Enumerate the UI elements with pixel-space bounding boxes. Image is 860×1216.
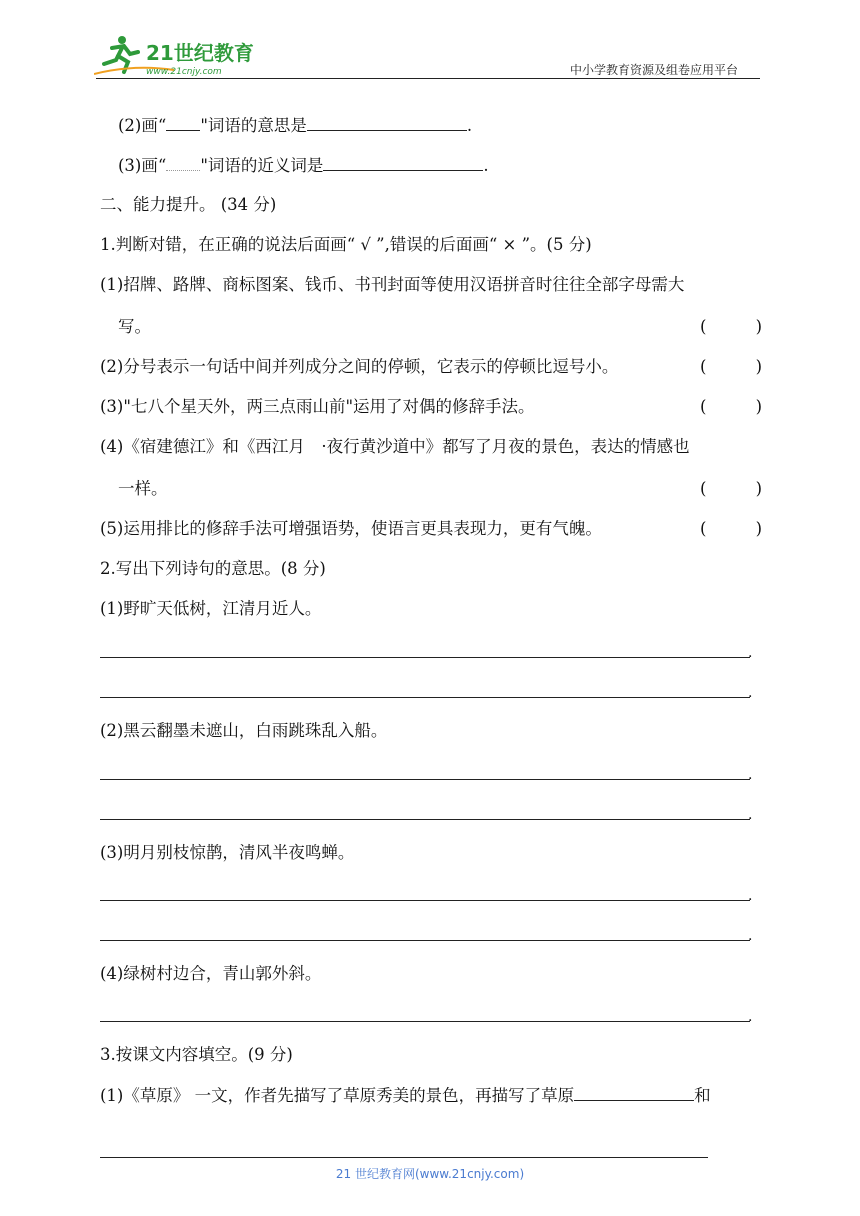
writing-line[interactable] (100, 1021, 750, 1022)
answer-blank[interactable] (323, 154, 483, 171)
poem-line-2: (2)黑云翻墨未遮山，白雨跳珠乱入船。 (100, 721, 388, 740)
statement-3: (3)"七八个星天外，两三点雨山前"运用了对偶的修辞手法。 (100, 397, 535, 416)
part2-title: 2.写出下列诗句的意思。(8 分) (100, 559, 326, 578)
writing-line[interactable] (100, 697, 750, 698)
part3-title: 3.按课文内容填空。(9 分) (100, 1045, 293, 1064)
statement-1-cont: 写。 (118, 317, 151, 336)
part1-title: 1.判断对错，在正确的说法后面画“ √ ”,错误的后面画“ × ”。(5 分) (100, 235, 592, 254)
writing-line[interactable] (100, 819, 750, 820)
answer-blank[interactable] (574, 1084, 694, 1101)
logo-text: 21世纪教育 (146, 41, 254, 65)
writing-line[interactable] (100, 940, 750, 941)
section-heading: 二、能力提升。 (34 分) (100, 195, 277, 214)
header-divider (96, 78, 760, 79)
answer-parens-3[interactable]: ( ) (700, 397, 762, 416)
answer-parens-5[interactable]: ( ) (700, 519, 762, 538)
answer-parens-1[interactable]: ( ) (700, 317, 762, 336)
question-2: (2)画“ "词语的意思是 . (118, 116, 473, 135)
footer-text: 21 世纪教育网(www.21cnjy.com) (335, 1167, 525, 1181)
writing-line[interactable] (100, 900, 750, 901)
writing-line[interactable] (100, 779, 750, 780)
fill-in-1: (1)《草原》 一文，作者先描写了草原秀美的景色，再描写了草原 和 (100, 1086, 711, 1105)
statement-4: (4)《宿建德江》和《西江月 ·夜行黄沙道中》都写了月夜的景色，表达的情感也 (100, 437, 690, 456)
answer-parens-4[interactable]: ( ) (700, 479, 762, 498)
writing-line[interactable] (100, 657, 750, 658)
poem-line-1: (1)野旷天低树，江清月近人。 (100, 599, 322, 618)
statement-5: (5)运用排比的修辞手法可增强语势，使语言更具表现力，更有气魄。 (100, 519, 602, 538)
logo-url: www.21cnjy.com (146, 67, 222, 77)
answer-parens-2[interactable]: ( ) (700, 357, 762, 376)
statement-1: (1)招牌、路牌、商标图案、钱币、书刊封面等使用汉语拼音时往往全部字母需大 (100, 275, 685, 294)
answer-blank[interactable] (307, 114, 467, 131)
site-logo (94, 34, 264, 78)
statement-2: (2)分号表示一句话中间并列成分之间的停顿，它表示的停顿比逗号小。 (100, 357, 619, 376)
underlined-word-blank (166, 114, 200, 131)
wavy-underlined-word (166, 158, 200, 171)
platform-name: 中小学教育资源及组卷应用平台 (570, 63, 739, 77)
question-3: (3)画“ "词语的近义词是 . (118, 156, 489, 175)
poem-line-3: (3)明月别枝惊鹊，清风半夜鸣蝉。 (100, 843, 355, 862)
poem-line-4: (4)绿树村边合，青山郭外斜。 (100, 964, 322, 983)
statement-4-cont: 一样。 (118, 479, 168, 498)
footer-divider (100, 1157, 708, 1158)
